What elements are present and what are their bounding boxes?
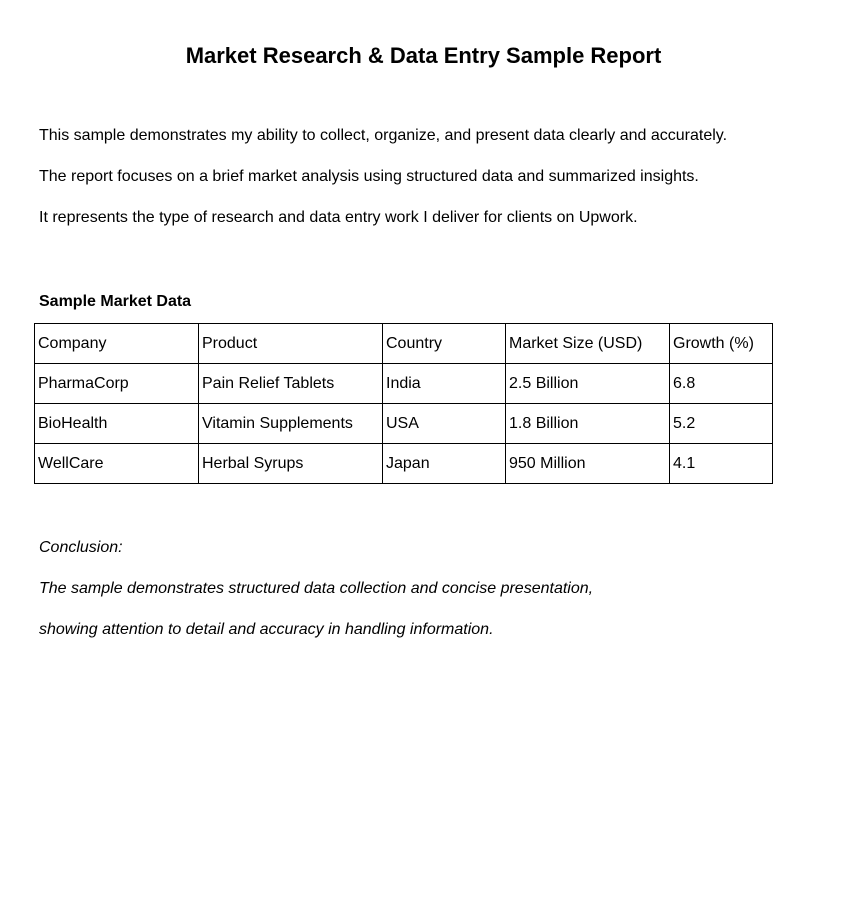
table-body: [35, 364, 773, 484]
market-data-table: [34, 323, 773, 484]
column-header-product: Product: [199, 324, 383, 364]
table-row: [35, 444, 773, 484]
cell-product: Vitamin Supplements: [199, 404, 383, 444]
cell-country: USA: [383, 404, 506, 444]
cell-market-size: 2.5 Billion: [506, 364, 670, 404]
cell-company: WellCare: [35, 444, 199, 484]
table-heading: Sample Market Data: [39, 293, 192, 310]
table-header: [35, 324, 773, 364]
cell-market-size: 1.8 Billion: [506, 404, 670, 444]
cell-market-size: 950 Million: [506, 444, 670, 484]
intro-line: The report focuses on a brief market analysis using structured data and summarized insights.: [39, 168, 699, 185]
conclusion-label: Conclusion:: [39, 539, 123, 556]
conclusion-section: [39, 538, 829, 661]
cell-growth: 5.2: [670, 404, 773, 444]
cell-country: India: [383, 364, 506, 404]
cell-growth: 6.8: [670, 364, 773, 404]
cell-company: BioHealth: [35, 404, 199, 444]
intro-line: This sample demonstrates my ability to collect, organize, and present data clearly and accurately.: [39, 127, 728, 144]
table-header-row: [35, 324, 773, 364]
page-title: Market Research & Data Entry Sample Report: [185, 43, 662, 68]
cell-product: Herbal Syrups: [199, 444, 383, 484]
column-header-country: Country: [383, 324, 506, 364]
column-header-growth: Growth (%): [670, 324, 773, 364]
cell-company: PharmaCorp: [35, 364, 199, 404]
table-row: [35, 364, 773, 404]
intro-line: It represents the type of research and data entry work I deliver for clients on Upwork.: [39, 209, 638, 226]
cell-growth: 4.1: [670, 444, 773, 484]
cell-product: Pain Relief Tablets: [199, 364, 383, 404]
cell-country: Japan: [383, 444, 506, 484]
table-row: [35, 404, 773, 444]
conclusion-line: showing attention to detail and accuracy in handling information.: [39, 621, 494, 638]
conclusion-line: The sample demonstrates structured data collection and concise presentation,: [39, 580, 594, 597]
intro-section: [39, 126, 829, 249]
column-header-company: Company: [35, 324, 199, 364]
column-header-market-size: Market Size (USD): [506, 324, 670, 364]
